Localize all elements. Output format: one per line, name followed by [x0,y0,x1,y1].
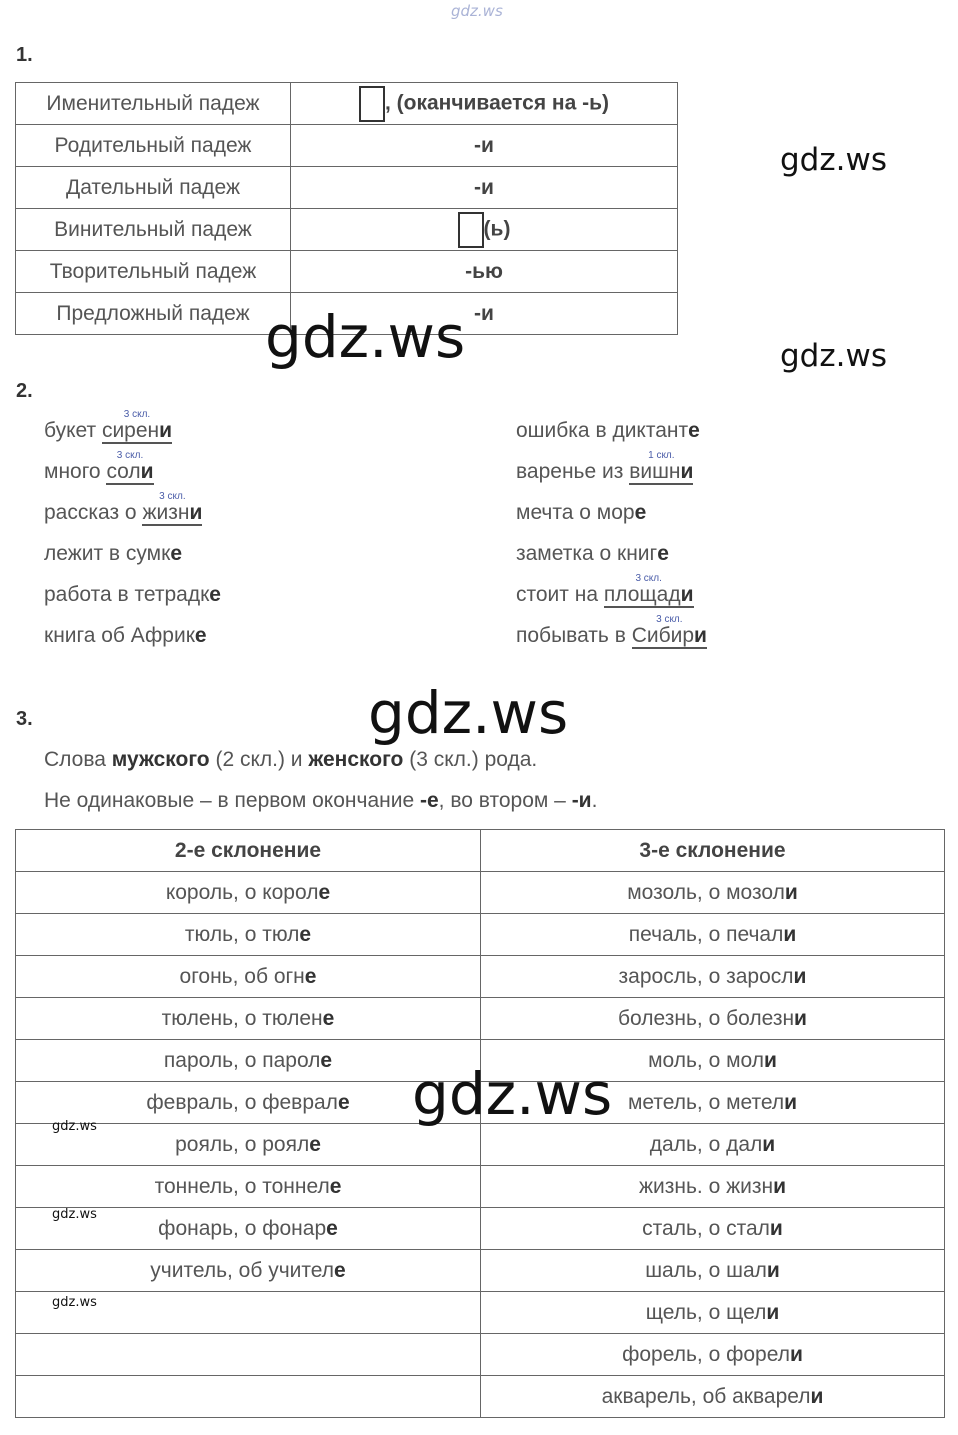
word-cell [16,1040,481,1082]
word-cell [481,1124,945,1166]
word-form: мозоль, о мозол [627,880,785,904]
word-ending: е [326,1216,338,1240]
word-ending: и [769,1216,783,1240]
task3-number: 3. [16,708,33,730]
declension-note: 3 скл. [116,450,144,461]
word-cell [16,956,481,998]
underlined-word [635,501,647,524]
task3-line-2: Не одинаковые – в первом окончание -е, во втором – -и. [44,789,598,812]
task3-line-1: Слова мужского (2 скл.) и женского (3 скл.) рода. [44,748,538,771]
declension-note: 3 скл. [656,614,683,625]
case-row [16,167,678,209]
word-stem: Сибир [631,624,695,647]
word-cell [481,956,945,998]
table-row [16,998,945,1040]
declension-note: 3 скл. [635,573,662,584]
case-name: Предложный падеж [16,293,291,335]
word-cell [481,914,945,956]
table-row [16,914,945,956]
case-ending [291,251,678,293]
case-name: Винительный падеж [16,209,291,251]
word-ending: и [680,460,694,483]
word-ending: е [170,542,182,565]
phrase-text: побывать в [516,624,632,647]
word-form: огонь, об огн [179,964,305,988]
ending-text: -и [474,133,494,157]
word-cell [481,998,945,1040]
word-cell [481,1208,945,1250]
phrase-left [44,501,202,525]
header-row [16,830,945,872]
phrase-text: стоит на [516,583,604,606]
table-row [16,1166,945,1208]
task1-case-table [15,82,678,335]
word-form: заросль, о заросл [618,964,794,988]
word-ending: е [320,1048,333,1072]
word-ending: и [773,1174,787,1198]
phrase-right [516,583,694,607]
word-ending: и [810,1384,824,1408]
phrase-right [516,542,669,566]
word-stem: сол [106,460,141,483]
word-cell [481,1292,945,1334]
null-ending-box [458,212,484,248]
word-form: форель, о форел [622,1342,790,1366]
word-cell [16,998,481,1040]
word-ending: е [657,542,669,565]
word-ending: е [304,964,317,988]
ending-text: -и [474,175,494,199]
phrase-left [44,460,154,484]
word-form: сталь, о стал [642,1216,770,1240]
word-ending: и [159,419,173,442]
word-form: печаль, о печал [628,922,784,946]
word-form: тюль, о тюл [184,922,300,946]
watermark-right-1: gdz.ws [780,142,887,178]
word-form: король, о корол [165,880,319,904]
word-ending: е [634,501,647,524]
word-cell [16,1334,481,1376]
underlined-word [657,542,669,565]
table-row [16,1334,945,1376]
phrase-left [44,542,182,566]
underlined-word [195,624,207,647]
case-row [16,125,678,167]
phrase-right [516,501,646,525]
case-name: Дательный падеж [16,167,291,209]
word-ending: е [209,583,221,606]
word-ending: и [694,624,707,647]
phrase-left [44,624,207,648]
underlined-word [102,419,172,444]
word-form: пароль, о парол [163,1048,321,1072]
phrase-text: варенье из [516,460,630,483]
word-form: фонарь, о фонар [158,1216,327,1240]
table-row [16,956,945,998]
watermark-tiny-1: gdz.ws [52,1119,97,1134]
word-cell [481,1376,945,1418]
case-ending [291,167,678,209]
underlined-word [604,583,694,608]
phrase-text: мечта о мор [516,501,635,524]
phrase-text: рассказ о [44,501,143,524]
word-cell [16,1250,481,1292]
word-ending: и [766,1258,780,1282]
word-ending: и [794,1006,807,1030]
word-cell [16,1082,481,1124]
word-form: рояль, о роял [175,1132,310,1156]
case-row [16,251,678,293]
word-ending: е [194,624,207,647]
ending-text: -и [474,301,494,325]
word-form: учитель, об учител [150,1258,335,1282]
phrase-text: книга об Африк [44,624,195,647]
word-form: тоннель, о тоннел [154,1174,330,1198]
word-ending: е [299,922,312,946]
watermark-big-3: gdz.ws [412,1060,613,1128]
underlined-word [209,583,221,606]
word-stem: жизн [142,501,190,524]
word-form: моль, о мол [648,1048,765,1072]
null-ending-box [359,86,385,122]
watermark-right-2: gdz.ws [780,338,887,374]
watermark-big-1: gdz.ws [265,303,466,371]
word-form: тюлень, о тюлен [161,1006,323,1030]
word-ending: е [318,880,331,904]
word-cell [481,1250,945,1292]
declension-note: 1 скл. [648,450,675,461]
phrase-left [44,419,172,443]
word-ending: е [329,1174,342,1198]
word-form: метель, о метел [627,1090,785,1114]
word-form: шаль, о шал [645,1258,767,1282]
word-cell [481,872,945,914]
word-ending: и [140,460,154,483]
phrase-right [516,419,700,443]
case-ending [291,209,678,251]
case-ending [291,83,678,125]
phrase-right [516,624,707,648]
table-row [16,1292,945,1334]
underlined-word [632,624,707,649]
case-row [16,83,678,125]
phrase-text: ошибка в диктант [516,419,689,442]
phrase-text: много [44,460,107,483]
case-row [16,209,678,251]
word-form: жизнь. о жизн [638,1174,774,1198]
word-ending: и [766,1300,780,1324]
phrase-left [44,583,221,607]
table-row [16,1376,945,1418]
word-ending: и [762,1132,776,1156]
declension-note: 3 скл. [159,491,186,502]
column-header: 2-е склонение [16,830,481,872]
column-header: 3-е склонение [481,830,945,872]
word-ending: и [783,922,797,946]
word-ending: е [337,1090,350,1114]
underlined-word [142,501,202,526]
table-row [16,1250,945,1292]
watermark-tiny-3: gdz.ws [52,1295,97,1310]
phrase-text: работа в тетрадк [44,583,210,606]
word-cell [481,1334,945,1376]
word-ending: и [680,583,694,606]
watermark-tiny-2: gdz.ws [52,1207,97,1222]
case-name: Родительный падеж [16,125,291,167]
word-stem: сирен [101,419,160,442]
case-ending [291,125,678,167]
underlined-word [106,460,153,485]
case-name: Именительный падеж [16,83,291,125]
ending-text: , (оканчивается на -ь) [384,91,610,115]
word-form: щель, о щел [645,1300,767,1324]
word-ending: и [784,1090,798,1114]
task1-number: 1. [16,44,33,66]
word-form: даль, о дал [649,1132,763,1156]
underlined-word [170,542,182,565]
table-row [16,1124,945,1166]
phrase-text: заметка о книг [516,542,658,565]
phrase-text: лежит в сумк [44,542,171,565]
underlined-word [688,419,700,442]
declension-note: 3 скл. [123,409,151,420]
word-stem: площад [603,583,681,606]
underlined-word [629,460,693,485]
word-cell [481,1166,945,1208]
word-form: акварель, об акварел [601,1384,811,1408]
word-ending: и [764,1048,777,1072]
word-ending: е [334,1258,346,1282]
phrase-right [516,460,693,484]
case-name: Творительный падеж [16,251,291,293]
phrase-text: букет [44,419,102,442]
word-ending: и [793,964,807,988]
watermark-big-2: gdz.ws [368,679,569,747]
word-ending: и [789,1342,803,1366]
word-ending: е [309,1132,321,1156]
word-form: болезнь, о болезн [618,1006,795,1030]
word-cell [16,1166,481,1208]
word-ending: и [189,501,203,524]
ending-text: -ью [465,259,503,283]
task2-number: 2. [16,380,33,402]
word-ending: е [688,419,700,442]
table-row [16,1208,945,1250]
word-cell [16,872,481,914]
word-ending: и [784,880,798,904]
table-row [16,872,945,914]
word-cell [16,914,481,956]
word-cell [16,1376,481,1418]
word-ending: е [322,1006,335,1030]
word-form: февраль, о феврал [146,1090,338,1114]
watermark-top: gdz.ws [451,2,503,20]
ending-text: (ь) [483,217,511,241]
word-stem: вишн [629,460,681,483]
